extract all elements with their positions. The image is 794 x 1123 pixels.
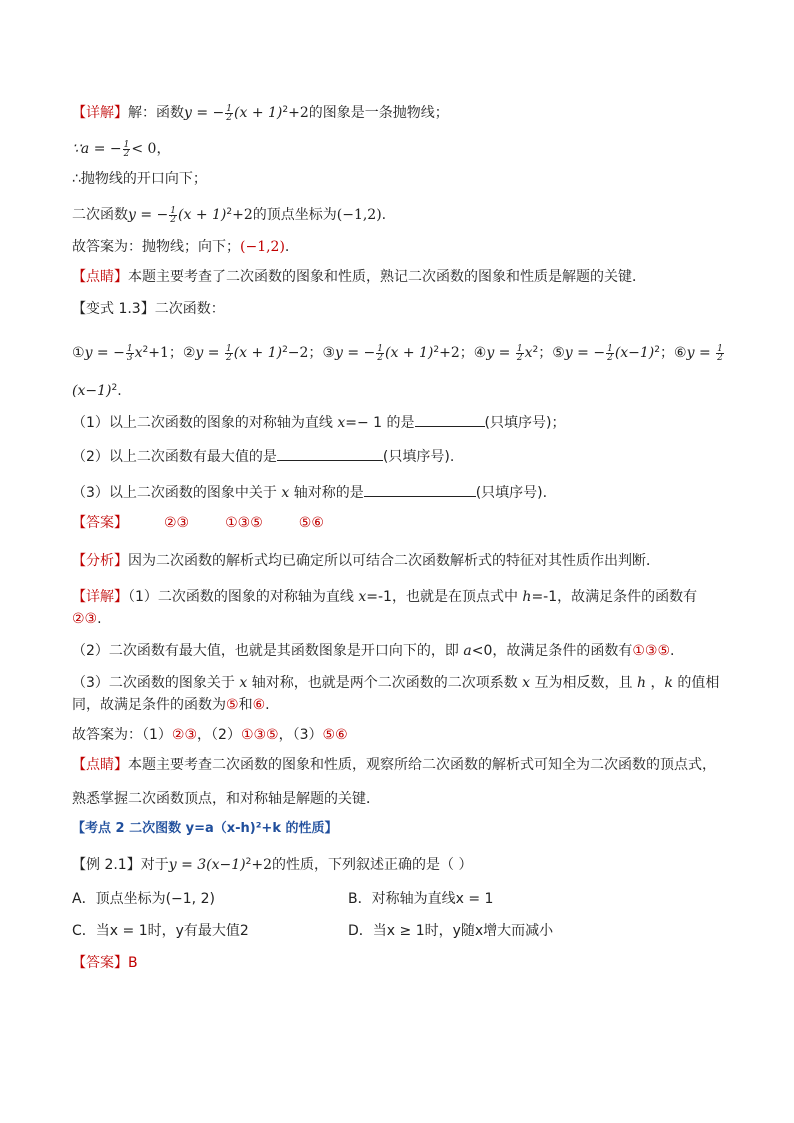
tip-2-line-2 <box>72 790 722 808</box>
exponent: 2 <box>433 345 440 355</box>
formula-tail: +2 <box>288 105 309 121</box>
choice-d[interactable]: D．当x ≥ 1时，y随x增大而减小 <box>348 923 554 939</box>
func-5-body: (x−1) <box>614 345 655 361</box>
fraction: $\frac{1}{2}$ <box>170 205 177 225</box>
detail-tag: 【详解】 <box>72 105 128 121</box>
answer-row <box>72 514 722 532</box>
exponent: 2 <box>142 345 149 355</box>
example-post: 的性质，下列叙述正确的是（ ） <box>272 857 473 873</box>
summary-answer-3: ⑤⑥ <box>322 727 348 743</box>
function-continuation <box>72 382 722 400</box>
func-6-body: (x−1) <box>72 383 112 399</box>
answer-tag: 【答案】 <box>72 955 128 971</box>
func-2: y = <box>195 345 224 361</box>
period: . <box>381 207 387 223</box>
detail-part-3 <box>72 674 722 692</box>
summary-sep-2: ，（3） <box>278 727 323 743</box>
choice-a[interactable]: A．顶点坐标为(−1, 2) <box>72 891 215 907</box>
fraction: $\frac{1}{2}$ <box>225 343 232 363</box>
func-4: y = <box>486 345 515 361</box>
item-number-3: ③ <box>322 345 335 361</box>
answer-3: ⑤⑥ <box>298 515 324 531</box>
variable-x: x <box>522 675 531 691</box>
detail-3b-pre: 同，故满足条件的函数为 <box>72 697 226 713</box>
vertex-text: 的顶点坐标为 <box>252 207 337 223</box>
period: . <box>117 383 122 399</box>
detail-1-pre: （1）二次函数的图象的对称轴为直线 <box>128 589 359 605</box>
variable-h: h <box>636 675 647 691</box>
summary-pre: 故答案为：（1） <box>72 727 172 743</box>
document-page <box>72 103 723 971</box>
fraction: $\frac{1}{2}$ <box>123 139 130 159</box>
tip-2-text-1: 本题主要考查二次函数的图象和性质，观察所给二次函数的解析式可知全为二次函数的顶点式， <box>128 757 716 773</box>
exponent: 2 <box>532 345 539 355</box>
question-1-pre: （1）以上二次函数的图象的对称轴为直线 <box>72 415 338 431</box>
answer-blank-3[interactable] <box>364 484 476 497</box>
exponent: 2 <box>245 857 252 867</box>
detail-1-answer: ②③ <box>72 611 98 627</box>
func-5: y = − <box>564 345 606 361</box>
item-number-4: ④ <box>473 345 487 361</box>
item-number-6: ⑥ <box>674 345 687 361</box>
separator: ， <box>646 675 665 691</box>
func-6: y = <box>686 345 716 361</box>
analysis-text: 因为二次函数的解析式均已确定所以可结合二次函数解析式的特征对其性质作出判断． <box>128 553 660 569</box>
choice-b[interactable]: B．对称轴为直线x = 1 <box>348 891 494 907</box>
detail-3-pre: （3）二次函数的图象关于 <box>72 675 240 691</box>
detail-tag: 【详解】 <box>72 589 128 605</box>
formula-pre: y = − <box>128 207 169 223</box>
tip-2-line-1 <box>72 756 722 774</box>
item-number-2: ② <box>182 345 196 361</box>
summary-line <box>72 726 722 744</box>
exponent: 2 <box>111 383 118 393</box>
condition-suffix: < 0， <box>131 141 171 157</box>
detail-part-1-answer <box>72 610 722 628</box>
variable-x: x <box>281 485 290 501</box>
variant-heading <box>72 300 722 318</box>
question-1 <box>72 414 722 432</box>
detail-3b-b: ⑥ <box>252 697 266 713</box>
final-answer-value: B <box>128 955 138 971</box>
fraction: $\frac{1}{3}$ <box>126 343 133 363</box>
detail-3-mid: 轴对称，也就是两个二次函数的二次项系数 <box>247 675 523 691</box>
item-number-5: ⑤ <box>552 345 565 361</box>
variable-h: h <box>522 589 532 605</box>
answer-tag: 【答案】 <box>72 515 128 531</box>
answer-1: ②③ <box>164 515 190 531</box>
section-heading-text: 【考点 2 二次图数 y=a（x-h)²+k 的性质】 <box>72 821 338 836</box>
summary-sep-1: ，（2） <box>197 727 241 743</box>
variable-k: k <box>664 675 673 691</box>
func-4-tail: ； <box>538 345 553 361</box>
detail-part-3-cont <box>72 696 722 714</box>
analysis-line <box>72 552 722 570</box>
analysis-tag: 【分析】 <box>72 553 128 569</box>
section-heading <box>72 820 722 838</box>
func-3-body: (x + 1) <box>385 345 434 361</box>
example-pre: 【例 2.1】对于 <box>72 857 169 873</box>
exponent: 2 <box>282 105 289 115</box>
detail-3b-and: 和 <box>238 697 253 713</box>
detail-1-mid: =-1，也就是在顶点式中 <box>366 589 523 605</box>
tip-tag: 【点睛】 <box>72 757 128 773</box>
detail-part-1 <box>72 588 722 606</box>
choices-row-2 <box>72 922 722 940</box>
detail-3-post: 的值相 <box>672 675 720 691</box>
variable-a: a <box>463 643 472 659</box>
period: . <box>265 697 270 713</box>
variant-title: 【变式 1.3】二次函数： <box>72 301 225 317</box>
item-number-1: ① <box>72 345 85 361</box>
question-2-post: (只填序号). <box>382 449 455 465</box>
conclusion-text: ∴抛物线的开口向下； <box>72 171 207 187</box>
answer-text: 故答案为：抛物线；向下； <box>72 239 240 255</box>
fraction: $\frac{1}{2}$ <box>607 343 613 363</box>
function-list <box>72 342 722 364</box>
tip-line <box>72 268 722 286</box>
func-2-tail: −2； <box>287 345 323 361</box>
fraction: $\frac{1}{2}$ <box>516 343 523 363</box>
question-3 <box>72 484 722 502</box>
example-line <box>72 856 722 874</box>
example-formula: y = 3(x−1) <box>168 857 246 873</box>
func-1: y = − <box>84 345 125 361</box>
formula-post: (x + 1) <box>178 207 227 223</box>
tip-2-text-2: 熟悉掌握二次函数顶点，和对称轴是解题的关键． <box>72 791 380 807</box>
final-answer-line <box>72 954 722 972</box>
func-2-body: (x + 1) <box>233 345 283 361</box>
formula-post: (x + 1) <box>234 105 283 121</box>
func-3-tail: +2； <box>439 345 474 361</box>
detail-3b-a: ⑤ <box>226 697 239 713</box>
detail-2-pre: （2）二次函数有最大值，也就是其函数图象是开口向下的，即 <box>72 643 464 659</box>
func-3: y = − <box>335 345 376 361</box>
question-1-mid: =− 1 的是 <box>345 415 415 431</box>
detail-3-mid2: 互为相反数，且 <box>530 675 637 691</box>
detail-text: 的图象是一条抛物线； <box>308 105 449 121</box>
answer-2: ①③⑤ <box>225 515 263 531</box>
vertex-point: (−1,2) <box>336 207 382 223</box>
question-2-pre: （2）以上二次函数有最大值的是 <box>72 449 277 465</box>
answer-blank-2[interactable] <box>277 448 383 461</box>
variable-x: x <box>358 589 367 605</box>
condition-line <box>72 140 722 158</box>
func-5-tail: ； <box>660 345 675 361</box>
fraction: $\frac{1}{2}$ <box>226 103 233 123</box>
answer-blank-1[interactable] <box>415 414 485 427</box>
question-1-post: (只填序号)； <box>484 415 566 431</box>
tip-tag: 【点睛】 <box>72 269 128 285</box>
vertex-intro: 二次函数 <box>72 207 128 223</box>
exponent: 2 <box>654 345 661 355</box>
formula-tail: +2 <box>232 207 253 223</box>
exponent: 2 <box>226 207 233 217</box>
answer-line <box>72 238 722 256</box>
fraction: $\frac{1}{2}$ <box>717 343 723 363</box>
detail-intro: 解：函数 <box>128 105 184 121</box>
period: . <box>284 239 290 255</box>
choices-row-1 <box>72 890 722 908</box>
func-1-tail: +1； <box>148 345 183 361</box>
func-4-body: x <box>524 345 533 361</box>
choice-c[interactable]: C．当x = 1时，y有最大值2 <box>72 923 249 939</box>
detail-1-post: =-1，故满足条件的函数有 <box>531 589 698 605</box>
summary-answer-1: ②③ <box>171 727 198 743</box>
period: . <box>670 643 675 659</box>
example-formula-tail: +2 <box>251 857 272 873</box>
conclusion-line <box>72 170 722 188</box>
detail-2-mid: <0，故满足条件的函数有 <box>471 643 633 659</box>
tip-text: 本题主要考查了二次函数的图象和性质，熟记二次函数的图象和性质是解题的关键． <box>128 269 646 285</box>
fraction: $\frac{1}{2}$ <box>377 343 384 363</box>
detail-2-answer: ①③⑤ <box>632 643 671 659</box>
vertex-line <box>72 206 722 224</box>
answer-point: (−1,2) <box>240 239 285 255</box>
condition-prefix: ∵a = − <box>72 141 122 157</box>
question-2 <box>72 448 722 466</box>
summary-answer-2: ①③⑤ <box>240 727 279 743</box>
detail-part-2 <box>72 642 722 660</box>
variable-x: x <box>239 675 248 691</box>
variable-x: x <box>337 415 346 431</box>
question-3-post: (只填序号). <box>475 485 548 501</box>
question-3-mid: 轴对称的是 <box>289 485 364 501</box>
formula-pre: y = − <box>184 105 225 121</box>
question-3-pre: （3）以上二次函数的图象中关于 <box>72 485 282 501</box>
period: . <box>97 611 102 627</box>
func-1-body: x <box>134 345 143 361</box>
exponent: 2 <box>282 345 288 355</box>
detail-line-1 <box>72 104 722 122</box>
